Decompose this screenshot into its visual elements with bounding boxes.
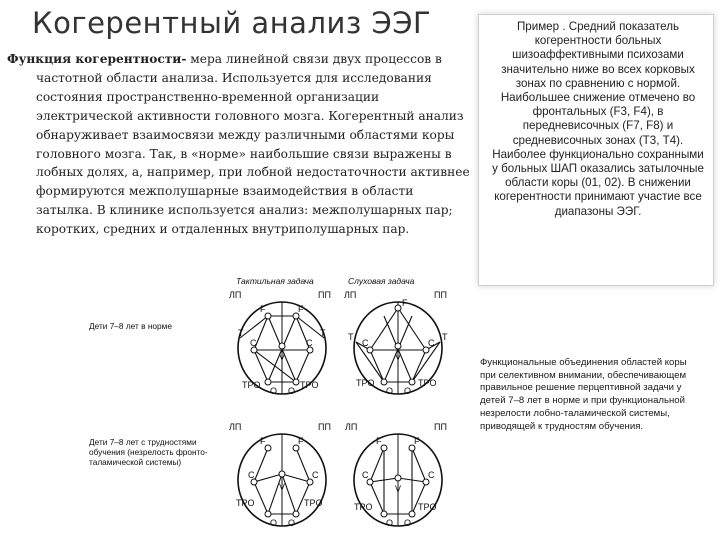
- svg-text:O: O: [386, 518, 394, 528]
- svg-text:TPO: TPO: [418, 502, 437, 512]
- svg-text:O: O: [386, 386, 394, 396]
- head-diagram-normal-auditory: [342, 286, 454, 400]
- svg-text:TPO: TPO: [356, 378, 375, 388]
- svg-text:TPO: TPO: [242, 380, 261, 390]
- svg-text:C: C: [362, 338, 369, 348]
- label-lp: ЛП: [229, 290, 242, 300]
- figure-row-normal: Дети 7–8 лет в норме: [89, 321, 172, 331]
- definition-text: [7, 50, 473, 239]
- svg-text:ЛП: ЛП: [229, 422, 242, 432]
- svg-text:V: V: [279, 482, 286, 492]
- figure-caption: Функциональные объединения областей коры при селективном внимании, обеспечивающем правильное решение перцептивной задачи у детей 7–8 лет в норме и при функциональной незрелости лобно-таламической системы, приводящей к трудностям обучения.: [480, 357, 687, 432]
- svg-text:ПП: ПП: [434, 290, 447, 300]
- figure-row-difficulty: Дети 7–8 лет с трудностями обучения (незрелость фронто-таламической системы): [89, 437, 208, 467]
- svg-text:C: C: [428, 470, 435, 480]
- svg-text:TPO: TPO: [354, 502, 373, 512]
- definition-body: мера линейной связи двух процессов в частотной области анализа. Используется для исследования состояния пространственно-временной организации электрической активности головного мозга. Когерентный анализ обнаруживает взаимосвязи между различными областями коры головного мозга. Так, в «норме» наибольшие связи выражены в лобных долях, а, например, при лобной недостаточности активнее формируются межполушарные взаимодействия в области затылка. В клинике используется анализ: межполушарных пар; коротких, средних и отдаленных внутриполушарных пар.: [36, 52, 470, 237]
- svg-text:C: C: [306, 338, 313, 348]
- svg-text:ЛП: ЛП: [344, 290, 357, 300]
- definition-term: Функция когерентности-: [7, 52, 187, 66]
- slide-title: Когерентный анализ ЭЭГ: [32, 6, 432, 40]
- svg-text:O: O: [270, 518, 278, 528]
- svg-text:F: F: [260, 436, 266, 446]
- svg-text:ПП: ПП: [434, 422, 447, 432]
- label-pp: ПП: [318, 290, 331, 300]
- head-diagram-normal-tactile: [226, 286, 338, 400]
- svg-text:T: T: [320, 328, 326, 338]
- svg-text:O: O: [288, 386, 296, 396]
- svg-text:C: C: [428, 338, 435, 348]
- figure-col-auditory: Слуховая задача: [348, 276, 415, 286]
- svg-text:O: O: [270, 386, 278, 396]
- figure-col-tactile: Тактильная задача: [236, 276, 314, 286]
- svg-text:O: O: [404, 518, 412, 528]
- svg-text:F: F: [298, 436, 304, 446]
- svg-text:C: C: [248, 470, 255, 480]
- example-text: Пример . Средний показатель когерентности больных шизоаффективными психозами значительно ниже во всех корковых зонах по сравнению с нормой. Наибольшее снижение отмечено во фронтальных (F3, F4), в передневисочных (F7, F8) и средневисочных зонах (Т3, Т4). Наиболее функционально сохранными у больных ШАП оказались затылочные области коры (01, 02). В снижении когерентности принимают участие все диапазоны ЭЭГ.: [492, 20, 704, 218]
- svg-text:ЛП: ЛП: [345, 422, 358, 432]
- svg-text:T: T: [348, 332, 354, 342]
- svg-text:V: V: [279, 352, 286, 362]
- svg-text:C: C: [312, 470, 319, 480]
- svg-text:TPO: TPO: [300, 380, 319, 390]
- svg-text:V: V: [395, 484, 402, 494]
- head-diagram-difficulty-tactile: [226, 418, 338, 532]
- svg-text:C: C: [250, 338, 257, 348]
- svg-text:C: C: [362, 470, 369, 480]
- svg-text:TPO: TPO: [418, 378, 437, 388]
- svg-text:F: F: [260, 304, 266, 314]
- svg-text:O: O: [404, 386, 412, 396]
- svg-text:F: F: [298, 304, 304, 314]
- head-diagram-difficulty-auditory: [342, 418, 454, 532]
- svg-text:ПП: ПП: [318, 422, 331, 432]
- svg-text:O: O: [288, 518, 296, 528]
- svg-text:T: T: [442, 332, 448, 342]
- svg-text:F: F: [402, 298, 408, 308]
- svg-text:T: T: [238, 328, 244, 338]
- svg-text:F: F: [376, 436, 382, 446]
- svg-text:TPO: TPO: [236, 498, 255, 508]
- svg-text:V: V: [395, 352, 402, 362]
- svg-text:F: F: [414, 436, 420, 446]
- svg-text:TPO: TPO: [304, 498, 323, 508]
